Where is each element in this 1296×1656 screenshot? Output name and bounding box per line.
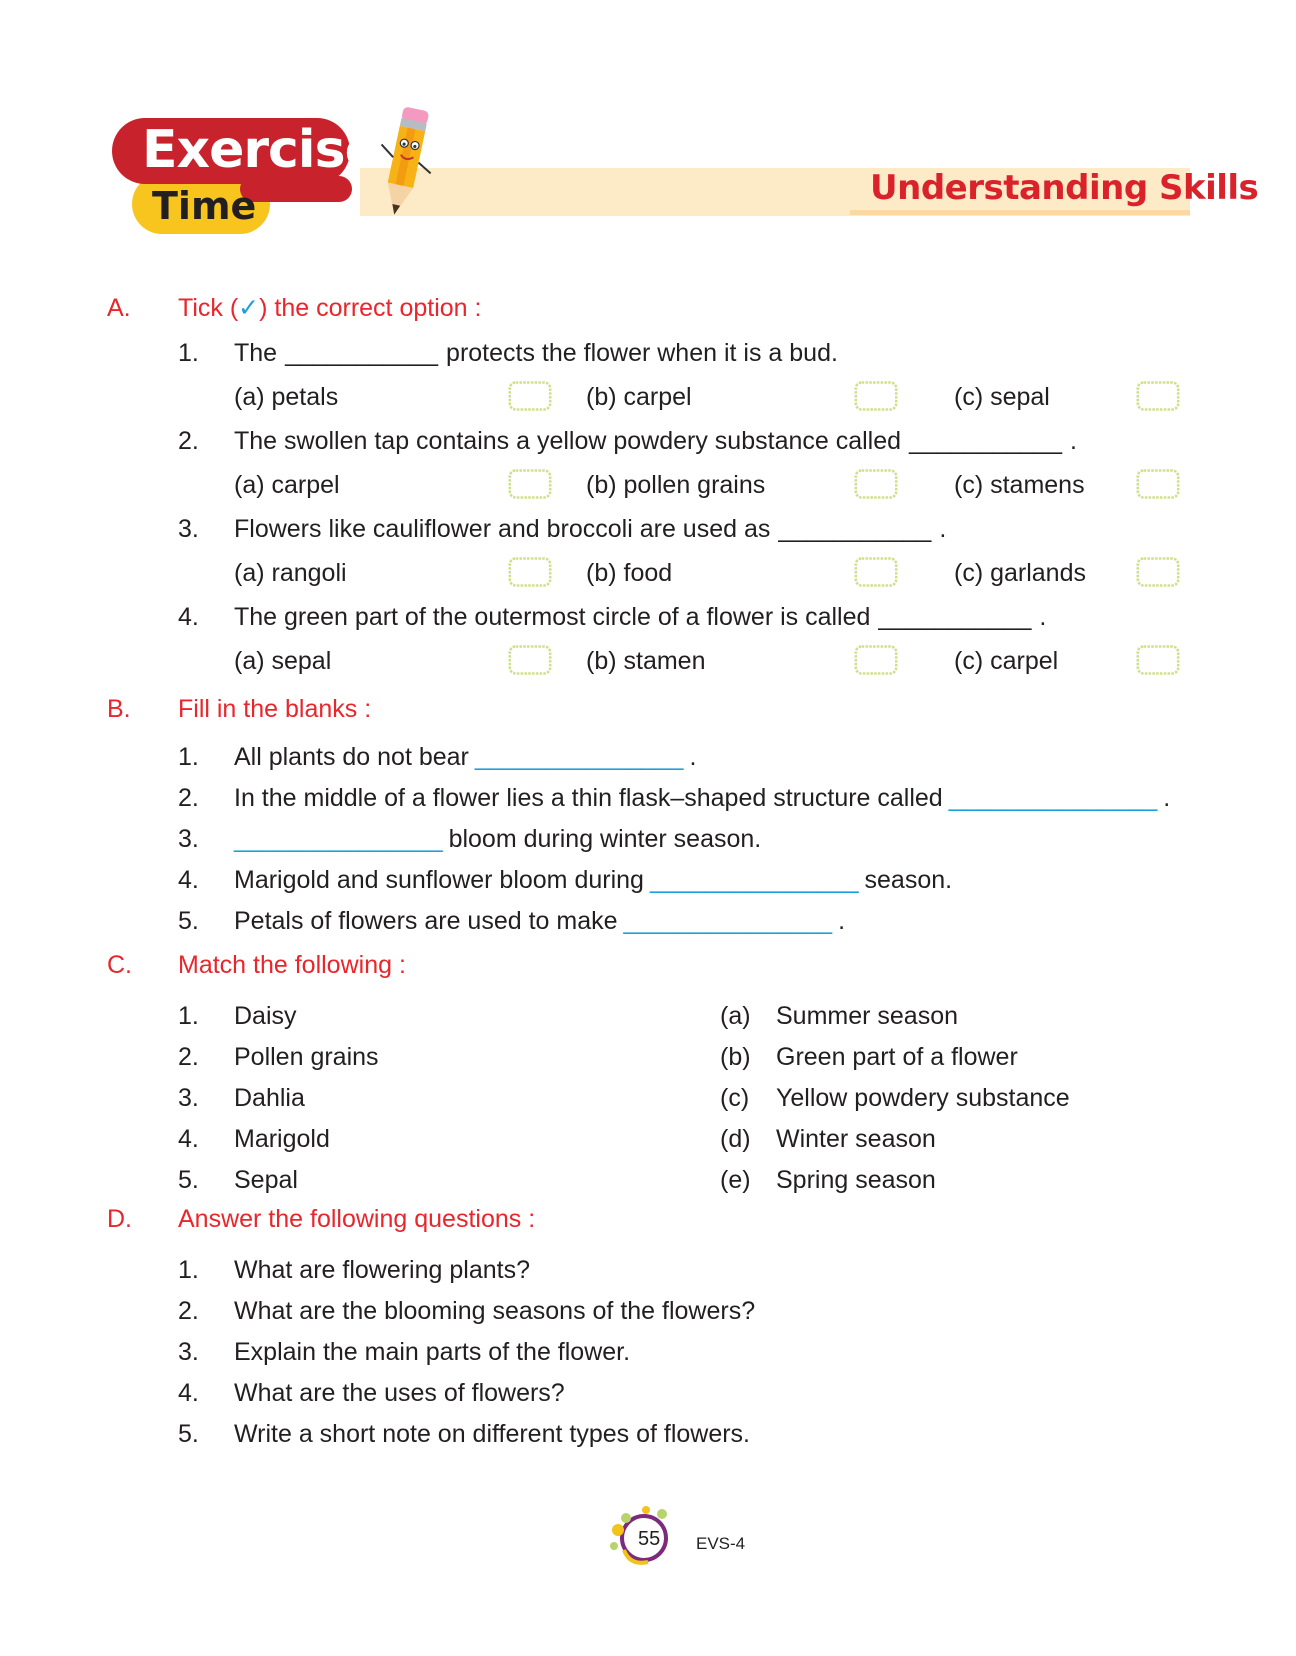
question-text: [234, 602, 1054, 632]
blank-text-before: Marigold and sunflower bloom during: [234, 866, 644, 894]
question-number: 4.: [178, 1379, 199, 1407]
fill-blank[interactable]: _______________: [623, 907, 833, 935]
short-answer-question: Write a short note on different types of flowers.: [234, 1420, 751, 1448]
question-number: 2.: [178, 427, 199, 455]
match-right-label: (d): [720, 1125, 751, 1153]
question-text: [234, 426, 1085, 456]
tick-mark-icon: ✓: [238, 294, 260, 322]
match-left-item: Pollen grains: [234, 1043, 379, 1071]
match-right-label: (b): [720, 1043, 751, 1071]
short-answer-question: What are flowering plants?: [234, 1256, 530, 1284]
question-number: 1.: [178, 1256, 199, 1284]
match-left-number: 3.: [178, 1084, 199, 1112]
question-number: 1.: [178, 339, 199, 367]
question-number: 2.: [178, 1297, 199, 1325]
question-text-part: .: [939, 515, 947, 543]
fill-blank[interactable]: _______________: [948, 784, 1158, 812]
blank-item-text: [234, 906, 845, 936]
blank-item-text: [234, 824, 761, 854]
fill-blank[interactable]: _______________: [234, 825, 443, 853]
blank-text-after: .: [838, 907, 846, 935]
match-right-item: Winter season: [776, 1125, 936, 1153]
match-right-item: Summer season: [776, 1002, 959, 1030]
option-label: (c) sepal: [954, 383, 1050, 411]
section-b-letter: B.: [107, 695, 131, 723]
fill-blank[interactable]: _______________: [474, 743, 684, 771]
section-c-title: Match the following :: [178, 951, 406, 979]
match-right-label: (e): [720, 1166, 751, 1194]
blank-item-text: [234, 742, 696, 772]
time-title: Time: [152, 184, 257, 228]
option-label: (b) stamen: [586, 647, 706, 675]
match-left-item: Daisy: [234, 1002, 297, 1030]
book-code: EVS-4: [696, 1534, 746, 1553]
section-a-title-pre: Tick (: [178, 294, 239, 322]
option-tick-box[interactable]: [851, 468, 901, 500]
blank-item-number: 2.: [178, 784, 199, 812]
short-answer-question: What are the blooming seasons of the flowers?: [234, 1297, 756, 1325]
match-right-label: (a): [720, 1002, 751, 1030]
header-underline: [850, 210, 1190, 215]
option-tick-box[interactable]: [851, 380, 901, 412]
match-left-item: Marigold: [234, 1125, 330, 1153]
option-tick-box[interactable]: [505, 380, 555, 412]
section-d-title: Answer the following questions :: [178, 1205, 536, 1233]
question-text-part: The swollen tap contains a yellow powdery substance called: [234, 427, 902, 455]
question-text-part: The green part of the outermost circle of a flower is called: [234, 603, 871, 631]
blank-item-number: 3.: [178, 825, 199, 853]
option-tick-box[interactable]: [505, 556, 555, 588]
match-right-label: (c): [720, 1084, 750, 1112]
question-text-part: .: [1070, 427, 1077, 455]
match-left-item: Dahlia: [234, 1084, 305, 1112]
option-label: (a) rangoli: [234, 559, 347, 587]
question-text-part: protects the flower when it is a bud.: [446, 339, 838, 367]
section-c-letter: C.: [107, 951, 132, 979]
question-number: 3.: [178, 1338, 199, 1366]
match-right-item: Spring season: [776, 1166, 936, 1194]
option-tick-box[interactable]: [505, 468, 555, 500]
answer-blank[interactable]: ___________: [285, 339, 439, 367]
option-tick-box[interactable]: [851, 556, 901, 588]
pencil-mascot-icon: [370, 104, 442, 226]
section-b-title: Fill in the blanks :: [178, 695, 372, 723]
blank-item-number: 1.: [178, 743, 199, 771]
question-text-part: Flowers like cauliflower and broccoli are used as: [234, 515, 771, 543]
blank-item-number: 4.: [178, 866, 199, 894]
option-label: (b) food: [586, 559, 673, 587]
option-tick-box[interactable]: [1133, 380, 1183, 412]
blank-text-after: season.: [864, 866, 953, 894]
blank-item-text: [234, 865, 952, 895]
section-a-title: [178, 293, 481, 323]
match-right-item: Green part of a flower: [776, 1043, 1018, 1071]
short-answer-question: Explain the main parts of the flower.: [234, 1338, 631, 1366]
answer-blank[interactable]: ___________: [878, 603, 1032, 631]
question-text: [234, 338, 846, 368]
answer-blank[interactable]: ___________: [909, 427, 1062, 455]
option-label: (a) petals: [234, 383, 339, 411]
match-left-number: 4.: [178, 1125, 199, 1153]
question-number: 5.: [178, 1420, 199, 1448]
answer-blank[interactable]: ___________: [778, 515, 932, 543]
exercise-title: Exercise: [142, 120, 379, 180]
option-tick-box[interactable]: [1133, 556, 1183, 588]
page-number: 55: [638, 1528, 661, 1550]
match-right-item: Yellow powdery substance: [776, 1084, 1070, 1112]
blank-text-after: bloom during winter season.: [448, 825, 762, 853]
option-label: (c) garlands: [954, 559, 1086, 587]
option-label: (b) pollen grains: [586, 471, 766, 499]
match-left-item: Sepal: [234, 1166, 298, 1194]
short-answer-question: What are the uses of flowers?: [234, 1379, 565, 1407]
question-number: 3.: [178, 515, 199, 543]
blank-text-before: In the middle of a flower lies a thin flask–shaped structure called: [234, 784, 943, 812]
match-left-number: 5.: [178, 1166, 199, 1194]
option-tick-box[interactable]: [1133, 468, 1183, 500]
blank-text-after: .: [689, 743, 697, 771]
section-skill-title: Understanding Skills: [870, 168, 1259, 208]
section-a-title-post: ) the correct option :: [259, 294, 482, 322]
section-d-letter: D.: [107, 1205, 132, 1233]
option-label: (c) carpel: [954, 647, 1059, 675]
option-tick-box[interactable]: [1133, 644, 1183, 676]
question-number: 4.: [178, 603, 199, 631]
match-left-number: 1.: [178, 1002, 199, 1030]
option-tick-box[interactable]: [851, 644, 901, 676]
blank-text-before: Petals of flowers are used to make: [234, 907, 618, 935]
question-text: [234, 514, 954, 544]
option-label: (b) carpel: [586, 383, 692, 411]
option-label: (c) stamens: [954, 471, 1085, 499]
option-label: (a) sepal: [234, 647, 332, 675]
blank-text-before: All plants do not bear: [234, 743, 469, 771]
blank-item-number: 5.: [178, 907, 199, 935]
blank-item-text: [234, 783, 1170, 813]
option-label: (a) carpel: [234, 471, 340, 499]
question-text-part: The: [234, 339, 278, 367]
option-tick-box[interactable]: [505, 644, 555, 676]
match-left-number: 2.: [178, 1043, 199, 1071]
question-text-part: .: [1039, 603, 1047, 631]
blank-text-after: .: [1163, 784, 1171, 812]
fill-blank[interactable]: _______________: [649, 866, 859, 894]
section-a-letter: A.: [107, 294, 131, 322]
